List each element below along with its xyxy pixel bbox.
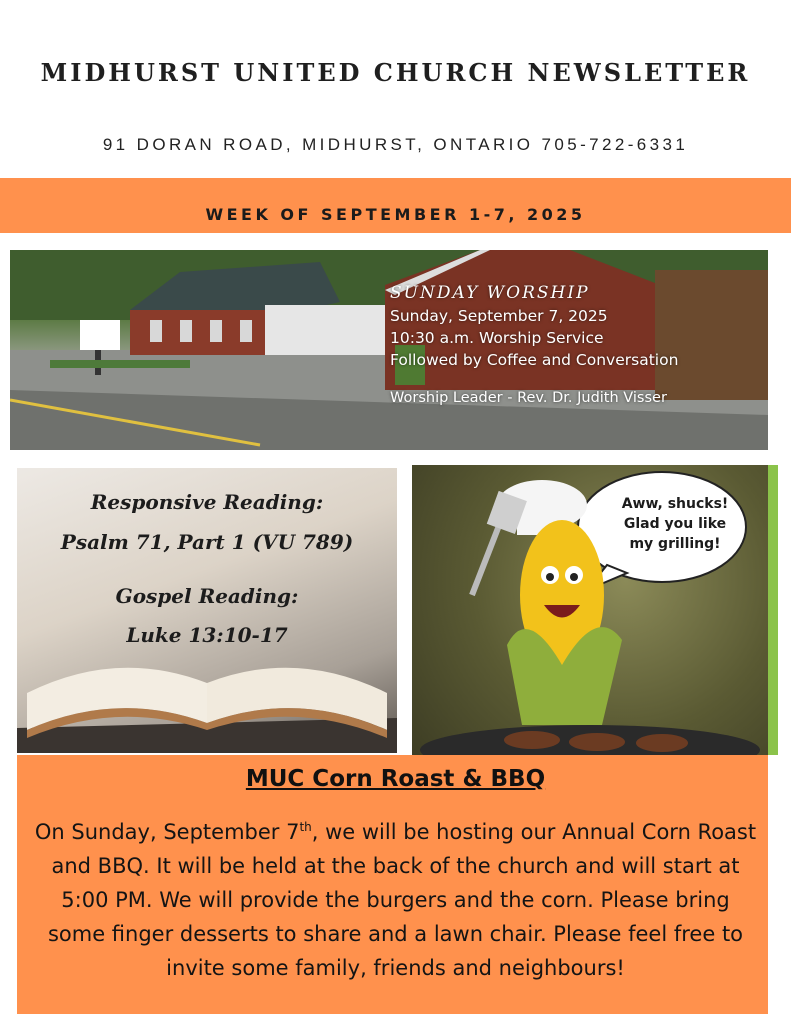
gospel-reading-label: Gospel Reading: bbox=[115, 584, 299, 608]
speech-line-3: my grilling! bbox=[629, 536, 721, 552]
speech-bubble bbox=[608, 494, 742, 554]
week-label: WEEK OF SEPTEMBER 1-7, 2025 bbox=[205, 205, 586, 224]
corn-roast-body-sup: th bbox=[299, 820, 312, 834]
worship-service-time: 10:30 a.m. Worship Service bbox=[390, 329, 604, 347]
church-address: 91 DORAN ROAD, MIDHURST, ONTARIO 705-722-6331 bbox=[102, 135, 689, 154]
newsletter-title: MIDHURST UNITED CHURCH NEWSLETTER bbox=[40, 58, 751, 87]
readings-panel bbox=[17, 468, 397, 753]
worship-leader: Worship Leader - Rev. Dr. Judith Visser bbox=[390, 390, 667, 406]
corn-roast-body-start: On Sunday, September 7 bbox=[34, 820, 300, 844]
week-banner bbox=[0, 178, 791, 233]
responsive-reading-label: Responsive Reading: bbox=[90, 490, 324, 514]
corn-roast-body-rest: , we will be hosting our Annual Corn Roast and BBQ. It will be held at the back of the church and will start at 5:00 PM. We will provide the burgers and the corn. Please bring some finger desserts to share and a lawn chair. Please feel free to invite some family, friends and neighbours! bbox=[47, 820, 757, 980]
corn-roast-title: MUC Corn Roast & BBQ bbox=[245, 766, 546, 792]
worship-followup: Followed by Coffee and Conversation bbox=[390, 351, 679, 369]
responsive-reading-text: Psalm 71, Part 1 (VU 789) bbox=[60, 530, 354, 554]
speech-line-1: Aww, shucks! bbox=[621, 496, 729, 512]
gospel-reading-text: Luke 13:10-17 bbox=[126, 623, 288, 647]
worship-heading: SUNDAY WORSHIP bbox=[390, 283, 590, 303]
sunday-worship-info bbox=[390, 283, 760, 409]
corn-roast-description bbox=[30, 810, 761, 985]
speech-line-2: Glad you like bbox=[623, 516, 727, 532]
worship-date: Sunday, September 7, 2025 bbox=[390, 307, 608, 325]
